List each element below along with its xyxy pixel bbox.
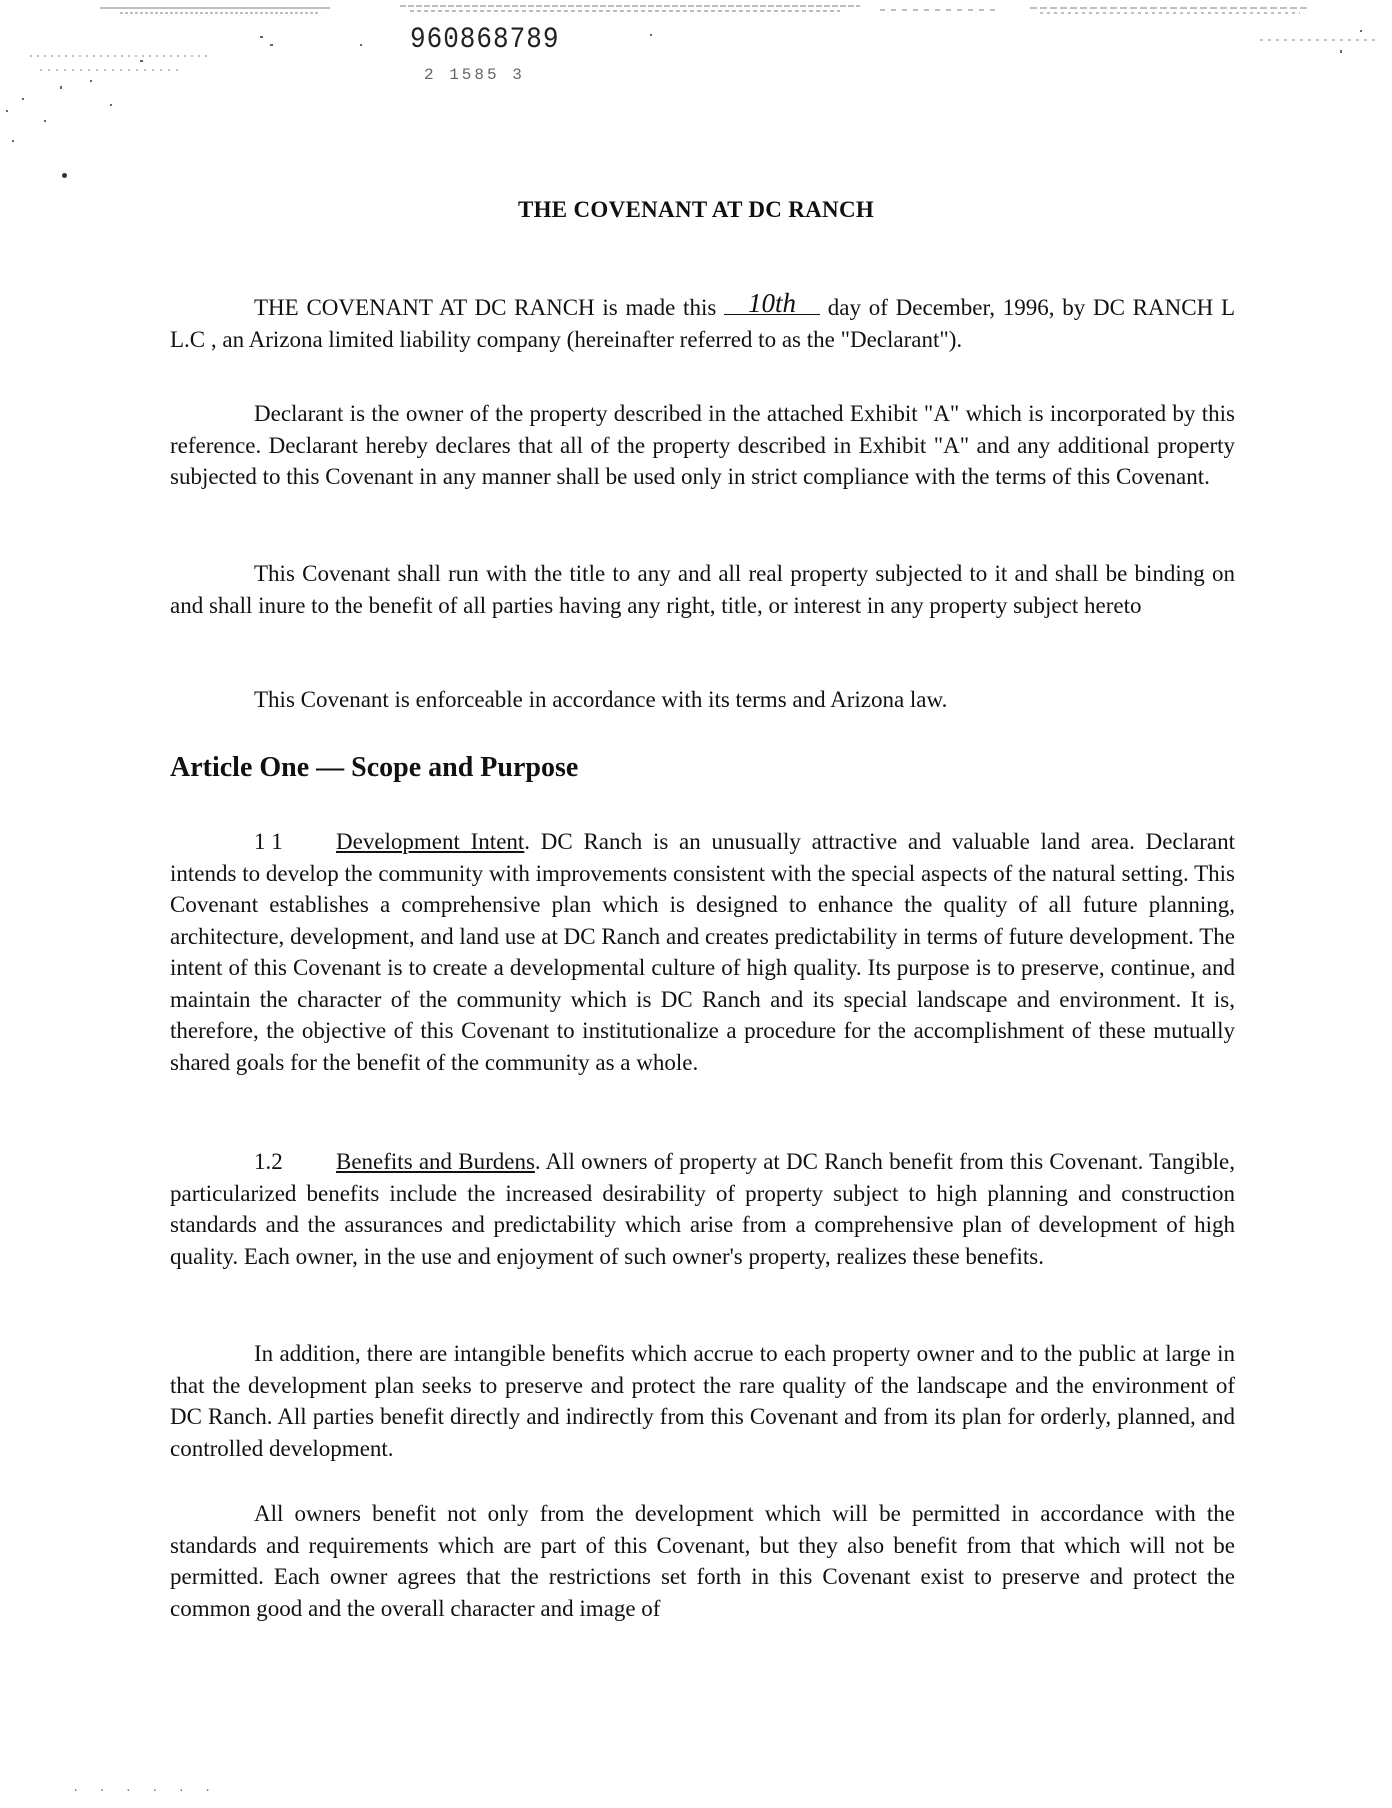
section-title: Development Intent [336,829,525,854]
section-number: 1 1 [254,829,283,854]
intro-text-after: day of December, 1996, by DC RANCH L L.C , an Arizona limited liability company (hereinafter referred to as the "Declarant"). [170,295,1235,352]
document-sub-number: 2 1585 3 [424,66,525,84]
section-1-1 [170,826,1235,1078]
section-number: 1.2 [254,1149,283,1174]
section-1-2 [170,1146,1235,1272]
section-text: . All owners of property at DC Ranch benefit from this Covenant. Tangible, particularized benefits include the increased desirability of property subject to high planning and construction standards and the assurances and predictability which arise from a comprehensive plan of development of high quality. Each owner, in the use and enjoyment of such owner's property, realizes these benefits. [170,1149,1235,1269]
scan-noise [0,0,1392,160]
scan-speck [62,173,67,178]
article-heading: Article One — Scope and Purpose [170,752,579,783]
document-number: 960868789 [410,21,560,57]
section-title: Benefits and Burdens [336,1149,535,1174]
paragraph-4: In addition, there are intangible benefits which accrue to each property owner and to the public at large in that the development plan seeks to preserve and protect the rare quality of the landscape and the environment of DC Ranch. All parties benefit directly and indirectly from this Covenant and from its plan for orderly, planned, and controlled development. [170,1341,1235,1461]
intro-paragraph [170,288,1235,355]
document-title: THE COVENANT AT DC RANCH [517,197,875,222]
paragraph-5: All owners benefit not only from the development which will be permitted in accordance with the standards and requirements which are part of this Covenant, but they also benefit from that which will not be permitted. Each owner agrees that the restrictions set forth in this Covenant exist to preserve and protect the common good and the overall character and image of [170,1501,1235,1621]
paragraph-2: This Covenant shall run with the title to any and all real property subjected to it and shall be binding on and shall inure to the benefit of all parties having any right, title, or interest in any property subject hereto [170,561,1235,618]
handwritten-day: 10th [724,292,820,315]
paragraph-3: This Covenant is enforceable in accordance with its terms and Arizona law. [254,687,948,712]
paragraph-1: Declarant is the owner of the property described in the attached Exhibit "A" which is incorporated by this reference. Declarant hereby declares that all of the property described in Exhibit "A" and any additional property subjected to this Covenant in any manner shall be used only in strict compliance with the terms of this Covenant. [170,401,1235,489]
bottom-scan-marks: . . . . . . [72,1781,218,1795]
intro-text-before: THE COVENANT AT DC RANCH is made this [254,295,717,320]
section-text: . DC Ranch is an unusually attractive and valuable land area. Declarant intends to develop the community with improvements consistent with the special aspects of the natural setting. This Covenant establishes a comprehensive plan which is designed to enhance the quality of all future planning, architecture, development, and land use at DC Ranch and creates predictability in terms of future development. The intent of this Covenant is to create a developmental culture of high quality. Its purpose is to preserve, continue, and maintain the character of the community which is DC Ranch and its special landscape and environment. It is, therefore, the objective of this Covenant to institutionalize a procedure for the accomplishment of these mutually shared goals for the benefit of the community as a whole. [170,829,1235,1075]
